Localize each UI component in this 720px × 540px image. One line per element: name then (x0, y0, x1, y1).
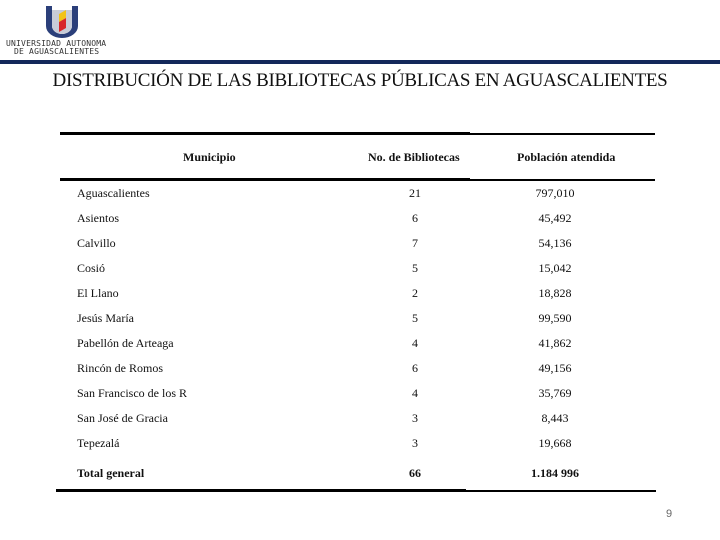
cell-municipio: Cosió (77, 261, 106, 275)
header-bottom-rule-right (470, 179, 655, 181)
cell-bibliotecas: 6 (412, 361, 418, 375)
cell-bibliotecas: 4 (412, 386, 418, 400)
cell-total-bibliotecas: 66 (409, 466, 421, 480)
cell-bibliotecas: 6 (412, 211, 418, 225)
cell-municipio: El Llano (77, 286, 119, 300)
header-bar (0, 60, 720, 64)
cell-poblacion: 8,443 (541, 411, 569, 425)
table-row (0, 286, 720, 306)
table-row (0, 386, 720, 406)
cell-bibliotecas: 21 (409, 186, 421, 200)
cell-bibliotecas: 2 (412, 286, 418, 300)
cell-poblacion: 797,010 (535, 186, 575, 200)
cell-bibliotecas: 5 (412, 311, 418, 325)
column-header-bibliotecas: No. de Bibliotecas (368, 150, 460, 164)
column-header-poblacion: Población atendida (517, 150, 616, 164)
page-title: DISTRIBUCIÓN DE LAS BIBLIOTECAS PÚBLICAS EN AGUASCALIENTES (52, 70, 668, 91)
cell-poblacion: 18,828 (538, 286, 572, 300)
cell-total-poblacion: 1.184 996 (531, 466, 579, 480)
cell-municipio: San José de Gracia (77, 411, 168, 425)
university-name (6, 40, 126, 56)
cell-municipio: Asientos (77, 211, 119, 225)
cell-municipio: San Francisco de los R (77, 386, 187, 400)
table-row (0, 436, 720, 456)
table-row (0, 311, 720, 331)
table-bottom-rule-right (466, 490, 656, 492)
cell-municipio: Tepezalá (77, 436, 120, 450)
cell-total-label: Total general (77, 466, 145, 480)
table-row (0, 261, 720, 281)
cell-municipio: Jesús María (77, 311, 134, 325)
cell-municipio: Pabellón de Arteaga (77, 336, 174, 350)
page-number: 9 (666, 508, 673, 520)
university-name-line2: DE AGUASCALIENTES (14, 47, 100, 56)
table-total-row (0, 466, 720, 486)
cell-poblacion: 35,769 (538, 386, 572, 400)
cell-poblacion: 45,492 (538, 211, 572, 225)
university-logo-icon (42, 4, 82, 38)
cell-municipio: Rincón de Romos (77, 361, 163, 375)
cell-municipio: Aguascalientes (77, 186, 150, 200)
table-bottom-rule-left (56, 489, 466, 492)
cell-poblacion: 49,156 (538, 361, 572, 375)
cell-poblacion: 15,042 (538, 261, 572, 275)
table-row (0, 186, 720, 206)
table-row (0, 336, 720, 356)
cell-poblacion: 99,590 (538, 311, 572, 325)
table-row (0, 211, 720, 231)
table-top-rule-left (60, 132, 470, 135)
cell-poblacion: 41,862 (538, 336, 572, 350)
cell-poblacion: 54,136 (538, 236, 572, 250)
table-row (0, 411, 720, 431)
cell-bibliotecas: 3 (412, 436, 418, 450)
university-logo (6, 4, 116, 58)
cell-municipio: Calvillo (77, 236, 116, 250)
table-row (0, 236, 720, 256)
table-top-rule-right (470, 133, 655, 135)
cell-bibliotecas: 4 (412, 336, 418, 350)
header-bottom-rule-left (60, 178, 470, 181)
cell-poblacion: 19,668 (538, 436, 572, 450)
cell-bibliotecas: 7 (412, 236, 418, 250)
university-name-line1: UNIVERSIDAD AUTONOMA (6, 39, 107, 48)
cell-bibliotecas: 5 (412, 261, 418, 275)
table-row (0, 361, 720, 381)
column-header-municipio: Municipio (183, 150, 236, 164)
cell-bibliotecas: 3 (412, 411, 418, 425)
